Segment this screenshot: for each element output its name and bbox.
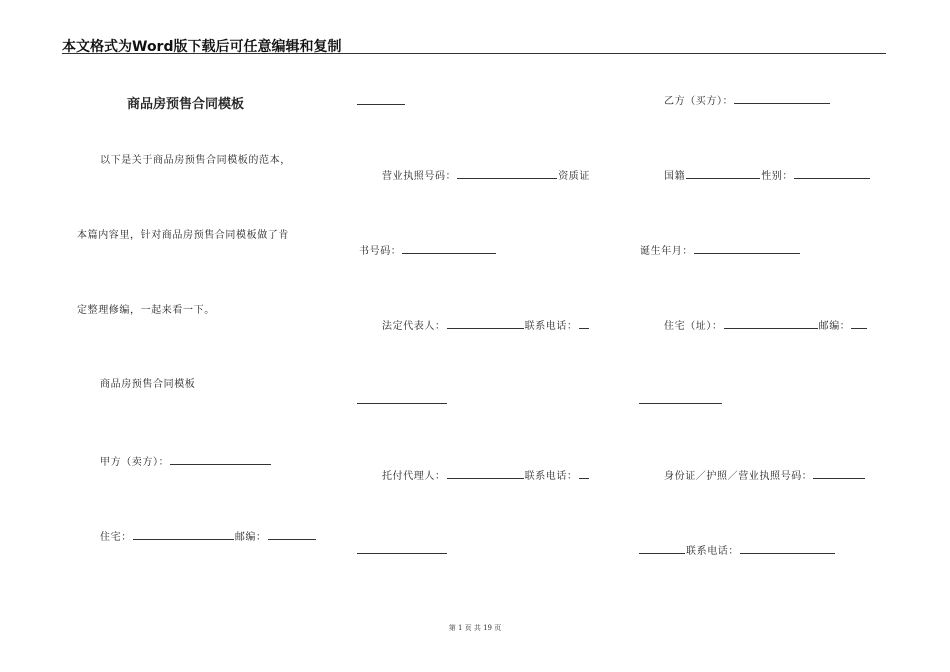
intro-line-2: 本篇内容里，针对商品房预售合同模板做了肯 [77,230,289,241]
cert-field[interactable] [402,244,496,254]
residence-field[interactable] [133,530,234,540]
nationality-field[interactable] [686,169,760,179]
legal-rep-label: 法定代表人： [382,321,446,332]
document-title: 商品房预售合同模板 [127,97,245,112]
gender-field[interactable] [794,169,870,179]
subtitle: 商品房预售合同模板 [100,379,196,390]
phone-prefix-field[interactable] [639,544,685,554]
license-row [382,169,590,183]
intro-line-1: 以下是关于商品房预售合同模板的范本， [100,155,291,166]
phone-field[interactable] [740,544,835,554]
address-row [664,319,868,333]
legal-rep-field[interactable] [447,319,524,329]
address-label: 住宅（址）： [664,321,723,332]
page-footer: 第 1 页 共 19 页 [448,624,502,632]
license-field[interactable] [457,169,557,179]
blank-line[interactable] [357,104,405,105]
blank-line[interactable] [357,553,447,554]
party-b-row [664,94,831,108]
phone-label: 联系电话： [686,546,739,557]
cert-suffix-label: 资质证 [558,171,591,182]
id-docs-row [664,469,866,483]
agent-field[interactable] [447,469,524,479]
page-header: 本文格式为Word版下载后可任意编辑和复制 [62,39,342,55]
party-b-label: 乙方（买方）： [664,96,734,107]
license-label: 营业执照号码： [382,171,457,182]
phone-2-label: 联系电话： [524,471,578,482]
nationality-row [664,169,871,183]
gender-label: 性别： [761,171,794,182]
party-a-field[interactable] [170,455,271,465]
party-b-field[interactable] [734,94,830,104]
party-a-row [100,455,272,469]
phone-1-label: 联系电话： [524,321,578,332]
phone-2-field[interactable] [579,469,589,479]
nationality-label: 国籍 [664,171,686,182]
birth-row [640,244,801,258]
postcode-field[interactable] [268,530,316,540]
residence-label: 住宅： [100,532,132,543]
address-postcode-field[interactable] [851,319,867,329]
postcode-label: 邮编： [234,532,267,543]
address-postcode-label: 邮编： [818,321,851,332]
blank-line[interactable] [357,403,447,404]
address-field[interactable] [724,319,818,329]
blank-line[interactable] [639,403,722,404]
intro-line-3: 定整理修编，一起来看一下。 [77,305,215,316]
header-rule [62,53,886,54]
birth-label: 诞生年月： [640,246,693,257]
id-docs-field[interactable] [813,469,865,479]
legal-rep-row [382,319,590,333]
cert-row [359,244,497,258]
phone-1-field[interactable] [579,319,589,329]
cert-label: 书号码： [359,246,402,257]
agent-row [382,469,590,483]
id-docs-label: 身份证／护照／营业执照号码： [664,471,813,482]
agent-label: 托付代理人： [382,471,446,482]
phone-row [639,544,836,558]
birth-field[interactable] [694,244,800,254]
party-a-label: 甲方（卖方）： [100,457,170,468]
residence-row [100,530,317,544]
